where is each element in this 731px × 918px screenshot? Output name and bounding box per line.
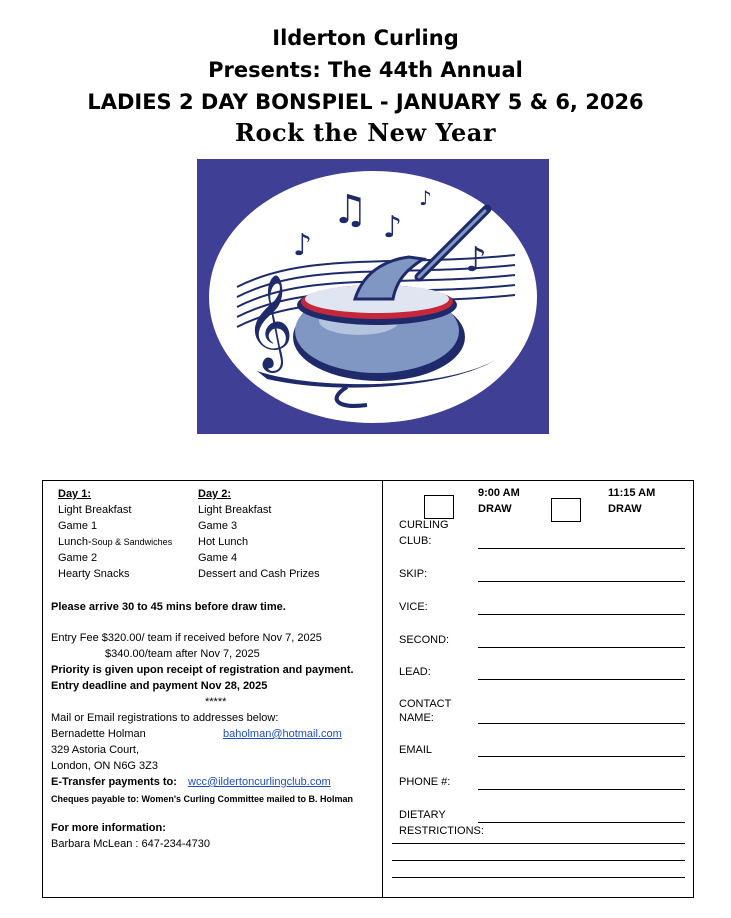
club-field[interactable] [478,548,685,549]
contact-name-label: CONTACT [399,698,452,710]
day2-item: Game 4 [198,552,238,564]
day2-item: Game 3 [198,520,238,532]
cheques-note: Cheques payable to: Women's Curling Committee mailed to B. Holman [51,794,354,804]
separator-stars: ***** [205,696,227,708]
priority-note: Priority is given upon receipt of registration and payment. [51,664,354,676]
eighth-note-icon: ♪ [293,228,313,263]
lead-label: LEAD: [399,666,431,678]
dietary-field-line[interactable] [392,860,685,861]
day2-item: Dessert and Cash Prizes [198,568,320,580]
draw1-label: DRAW [478,503,512,515]
event-header [0,22,731,148]
day1-item: Light Breakfast [58,504,132,516]
day1-lunch: Lunch- [58,536,92,548]
club-label: CURLING [399,519,449,531]
draw1-time: 9:00 AM [478,487,520,499]
draw2-checkbox[interactable] [551,498,581,522]
email-label: EMAIL [399,744,433,756]
event-tagline: Rock the New Year [235,118,496,147]
curling-stone-music-logo [197,159,549,434]
mail-intro: Mail or Email registrations to addresses below: [51,712,279,724]
entry-deadline: Entry deadline and payment Nov 28, 2025 [51,680,268,692]
form-divider [382,480,383,898]
day1-lunch-note: Soup & Sandwiches [91,537,173,547]
phone-field[interactable] [478,789,685,790]
contact-name: Bernadette Holman [51,728,146,740]
registration-email-link[interactable]: baholman@hotmail.com [223,728,342,740]
event-title: LADIES 2 DAY BONSPIEL - JANUARY 5 & 6, 2026 [87,90,644,114]
etransfer-email-link[interactable]: wcc@ildertoncurlingclub.com [188,776,331,788]
vice-field[interactable] [478,614,685,615]
day2-title: Day 2: [198,488,232,500]
club-label-2: CLUB: [399,535,432,547]
day2-item: Hot Lunch [198,536,249,548]
day1-item: Game 1 [58,520,98,532]
phone-label: PHONE #: [399,776,451,788]
day1-item [58,535,172,549]
second-field[interactable] [478,647,685,648]
email-field[interactable] [478,756,685,757]
address-line2: London, ON N6G 3Z3 [51,760,159,772]
club-name: Ilderton Curling [272,26,459,50]
treble-clef-icon: 𝄞 [245,274,294,369]
etransfer-label: E-Transfer payments to: [51,776,177,788]
eighth-note-icon: ♪ [383,210,403,245]
draw1-checkbox[interactable] [424,495,454,519]
address-line1: 329 Astoria Court, [51,744,140,756]
entry-fee-late: $340.00/team after Nov 7, 2025 [105,648,260,660]
draw2-label: DRAW [608,503,642,515]
info-contact: Barbara McLean : 647-234-4730 [51,838,210,850]
arrival-note: Please arrive 30 to 45 mins before draw time. [51,601,286,613]
eighth-note-icon: ♪ [419,186,432,210]
day1-item: Hearty Snacks [58,568,130,580]
more-info-label: For more information: [51,822,166,834]
skip-field[interactable] [478,581,685,582]
presents-line: Presents: The 44th Annual [208,58,523,82]
contact-name-label-2: NAME: [399,712,434,724]
skip-label: SKIP: [399,568,428,580]
lead-field[interactable] [478,679,685,680]
dietary-field-line[interactable] [392,877,685,878]
dietary-field-line[interactable] [392,843,685,844]
day2-item: Light Breakfast [198,504,272,516]
day1-item: Game 2 [58,552,98,564]
second-label: SECOND: [399,634,450,646]
draw2-time: 11:15 AM [608,487,656,499]
day1-title: Day 1: [58,488,92,500]
entry-fee: Entry Fee $320.00/ team if received before Nov 7, 2025 [51,632,322,644]
vice-label: VICE: [399,601,428,613]
eighth-note-icon: ♪ [465,240,487,280]
dietary-field[interactable] [478,822,685,823]
contact-name-field[interactable] [478,723,685,724]
beamed-notes-icon: ♫ [332,187,368,233]
dietary-label: DIETARY [399,809,446,821]
dietary-label-2: RESTRICTIONS: [399,825,484,837]
